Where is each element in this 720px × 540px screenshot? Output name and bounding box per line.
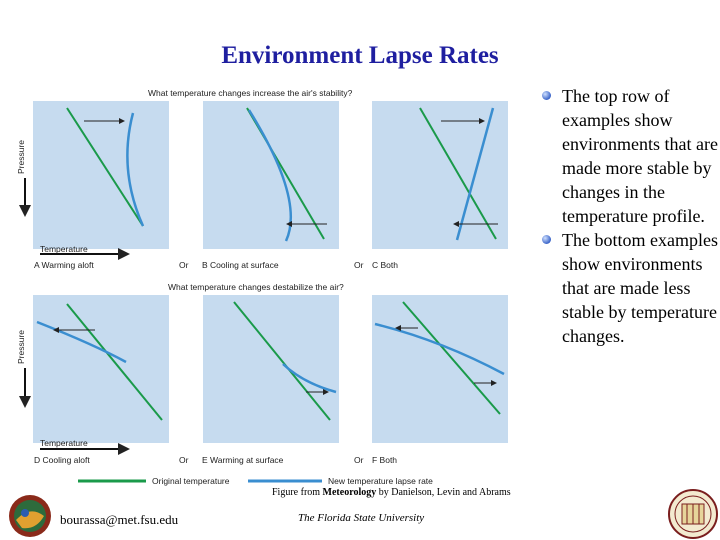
panel-b-new-curve	[249, 110, 291, 241]
panel-c-new-line	[457, 108, 493, 240]
label-or-1: Or	[179, 260, 189, 270]
panel-e-new-curve	[283, 364, 336, 392]
panel-f-new-curve	[375, 324, 504, 374]
label-d: D Cooling aloft	[34, 455, 90, 465]
label-a: A Warming aloft	[34, 260, 94, 270]
bullet-dot-icon	[542, 235, 551, 244]
top-question: What temperature changes increase the air's stability?	[148, 88, 353, 98]
label-e: E Warming at surface	[202, 455, 284, 465]
university-name: The Florida State University	[298, 512, 425, 524]
label-c: C Both	[372, 260, 398, 270]
pressure-label-top: Pressure	[16, 139, 26, 174]
panel-a-original-line	[67, 108, 143, 226]
bottom-question: What temperature changes destabilize the air?	[168, 282, 344, 292]
panel-e-original-line	[234, 302, 330, 420]
label-or-3: Or	[179, 455, 189, 465]
slide-title: Environment Lapse Rates	[221, 42, 499, 69]
label-or-2: Or	[354, 260, 364, 270]
legend-original-label: Original temperature	[152, 476, 230, 486]
bullet-list	[540, 84, 718, 348]
temperature-label-bottom: Temperature	[40, 438, 88, 448]
meteorology-logo	[9, 495, 51, 537]
pressure-label-bottom: Pressure	[16, 329, 26, 364]
panel-d-new-curve	[37, 322, 126, 362]
figure-credit	[272, 487, 511, 498]
label-f: F Both	[372, 455, 398, 465]
panel-f-original-line	[403, 302, 500, 414]
label-b: B Cooling at surface	[202, 260, 279, 270]
panel-d-original-line	[67, 304, 162, 420]
credit-suffix: by Danielson, Levin and Abrams	[376, 487, 511, 498]
legend-new-label: New temperature lapse rate	[328, 476, 433, 486]
fsu-seal	[669, 490, 717, 538]
bullet-dot-icon	[542, 91, 551, 100]
bullet-item-1	[540, 84, 718, 228]
credit-prefix: Figure from	[272, 487, 323, 498]
bullet-text-1: The top row of examples show environments that are made more stable by changes in the temperature profile.	[562, 86, 718, 226]
bullet-item-2	[540, 228, 718, 348]
author-email: bourassa@met.fsu.edu	[60, 512, 179, 527]
panel-a-new-curve	[127, 113, 143, 226]
temperature-label-top: Temperature	[40, 244, 88, 254]
bullet-text-2: The bottom examples show environments that are made less stable by temperature changes.	[562, 230, 718, 346]
panel-c-original-line	[420, 108, 496, 239]
label-or-4: Or	[354, 455, 364, 465]
credit-book: Meteorology	[322, 487, 377, 498]
